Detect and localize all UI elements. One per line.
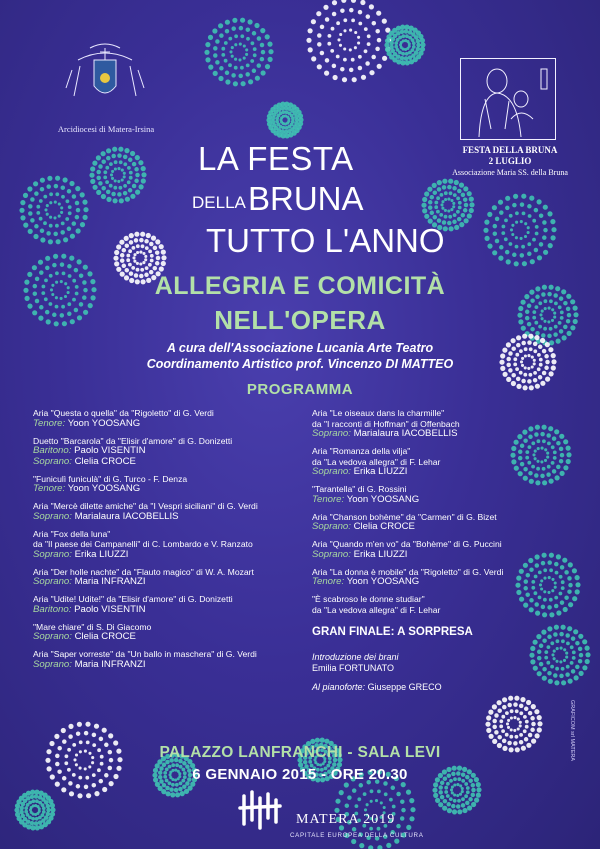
program-item-title: da "I racconti di Hoffman" di Offenbach bbox=[312, 418, 460, 429]
performer bbox=[33, 484, 303, 495]
performer bbox=[33, 457, 303, 468]
intro-name: Emilia FORTUNATO bbox=[312, 662, 395, 673]
program-item bbox=[33, 474, 303, 495]
curated-by bbox=[0, 340, 600, 372]
program-item bbox=[33, 501, 303, 522]
program-left-column bbox=[33, 408, 303, 677]
performer-role: Soprano: bbox=[312, 428, 351, 439]
performer-role: Baritono: bbox=[33, 603, 72, 615]
performer bbox=[33, 577, 303, 588]
madonna-icon bbox=[460, 58, 556, 140]
archdiocese-caption: Arcidiocesi di Matera-Irsina bbox=[57, 124, 155, 134]
archdiocese-crest-icon bbox=[60, 40, 150, 110]
matera-2019-name: MATERA 2019 bbox=[296, 812, 396, 827]
performer-role: Baritono: bbox=[33, 445, 72, 456]
performer-role: Tenore: bbox=[33, 483, 66, 494]
festa-caption-line2: 2 LUGLIO bbox=[488, 156, 532, 166]
performer-name: Erika LIUZZI bbox=[353, 466, 408, 477]
piano-label: Al pianoforte: bbox=[312, 681, 366, 692]
program-item bbox=[33, 649, 303, 670]
performer-role: Tenore: bbox=[312, 493, 345, 505]
title-line-2-small: DELLA bbox=[192, 193, 246, 212]
program-item bbox=[312, 446, 572, 478]
program-heading: PROGRAMMA bbox=[246, 381, 354, 398]
performer-name: Clelia CROCE bbox=[74, 631, 136, 642]
program-item-title: "È scabroso le donne studiar" bbox=[312, 594, 425, 604]
performer bbox=[312, 522, 572, 533]
subtitle-line-1: ALLEGRIA E COMICITÀ bbox=[154, 272, 446, 300]
performer-role: Soprano: bbox=[33, 658, 72, 670]
firework-burst bbox=[19, 176, 88, 245]
performer-role: Soprano: bbox=[33, 510, 72, 522]
performer-name: Yoon YOOSANG bbox=[346, 576, 420, 587]
performer bbox=[33, 632, 303, 643]
program-item bbox=[33, 408, 303, 429]
title-line-1: LA FESTA bbox=[198, 140, 354, 177]
performer-name: Marialaura IACOBELLIS bbox=[74, 510, 179, 522]
program-item-title: da "Il paese dei Campanelli" di C. Lombardo e V. Ranzato bbox=[33, 539, 253, 549]
program-item bbox=[312, 539, 572, 560]
program-item-title: Duetto "Barcarola" da "Elisir d'amore" di G. Donizetti bbox=[33, 435, 233, 446]
program-item-title: Aria "La donna è mobile" da "Rigoletto" di G. Verdi bbox=[312, 566, 504, 577]
performer-role: Soprano: bbox=[312, 521, 351, 532]
venue: PALAZZO LANFRANCHI - SALA LEVI bbox=[159, 744, 441, 761]
program-item bbox=[33, 567, 303, 588]
performer bbox=[312, 467, 572, 478]
program-item bbox=[312, 567, 572, 588]
performer-name: Yoon YOOSANG bbox=[67, 483, 141, 494]
performer-name: Maria INFRANZI bbox=[74, 576, 146, 587]
performer-name: Yoon YOOSANG bbox=[346, 493, 420, 505]
festa-caption-line1: FESTA DELLA BRUNA bbox=[462, 145, 558, 155]
festa-caption-line3: Associazione Maria SS. della Bruna bbox=[452, 168, 568, 177]
performer-name: Clelia CROCE bbox=[353, 521, 415, 532]
program-item-title: Aria "Udite! Udite!" da "Elisir d'amore" di G. Donizetti bbox=[33, 594, 233, 604]
performer-name: Maria INFRANZI bbox=[74, 658, 146, 670]
program-item bbox=[33, 529, 303, 561]
program-item-title: Aria "Saper vorreste" da "Un ballo in maschera" di G. Verdi bbox=[33, 649, 257, 659]
title-line-3: TUTTO L'ANNO bbox=[206, 222, 445, 259]
performer bbox=[312, 429, 572, 440]
program-item bbox=[312, 594, 572, 615]
performer-role: Soprano: bbox=[312, 548, 351, 560]
festa-caption bbox=[430, 145, 590, 178]
piano-block bbox=[312, 682, 572, 693]
subtitle-line-2: NELL'OPERA bbox=[214, 305, 386, 335]
performer-role: Tenore: bbox=[312, 576, 345, 587]
firework-burst bbox=[266, 102, 303, 139]
curated-line-1: A cura dell'Associazione Lucania Arte Teatro bbox=[166, 341, 434, 355]
program-item-title: Aria "Le oiseaux dans la charmille" bbox=[312, 408, 445, 418]
program-item-title: Aria "Chanson bohème" da "Carmen" di G. Bizet bbox=[312, 511, 497, 522]
performer bbox=[33, 446, 303, 457]
program-item-title: Aria "Questa o quella" da "Rigoletto" di G. Verdi bbox=[33, 408, 214, 418]
firework-burst bbox=[204, 18, 273, 87]
program-item-title: da "La vedova allegra" di F. Lehar bbox=[312, 456, 441, 467]
program-item-title: Aria "Quando m'en vo" da "Bohème" di G. Puccini bbox=[312, 539, 502, 549]
firework-burst bbox=[384, 25, 425, 66]
firework-burst bbox=[306, 0, 391, 82]
intro-block bbox=[312, 652, 572, 674]
program-item-title: Aria "Mercè dilette amiche" da "I Vespri siciliani" di G. Verdi bbox=[33, 501, 258, 511]
program-right-column bbox=[312, 408, 572, 701]
piano-name: Giuseppe GRECO bbox=[367, 681, 442, 692]
performer bbox=[33, 419, 303, 430]
performer bbox=[33, 660, 303, 671]
performer-name: Erika LIUZZI bbox=[74, 548, 129, 560]
firework-burst bbox=[483, 194, 556, 267]
program-item-title: "Mare chiare" di S. Di Giacomo bbox=[33, 621, 152, 632]
performer bbox=[33, 550, 303, 561]
performer bbox=[312, 495, 572, 506]
performer-name: Marialaura IACOBELLIS bbox=[353, 428, 458, 439]
performer-name: Clelia CROCE bbox=[74, 455, 136, 467]
program-item bbox=[312, 512, 572, 533]
intro-label: Introduzione dei brani bbox=[312, 651, 399, 662]
performer bbox=[312, 550, 572, 561]
performer-name: Erika LIUZZI bbox=[353, 548, 408, 560]
program-item bbox=[33, 436, 303, 468]
performer-role: Soprano: bbox=[33, 548, 72, 560]
performer-name: Paolo VISENTIN bbox=[74, 445, 146, 456]
performer-name: Paolo VISENTIN bbox=[74, 603, 146, 615]
performer-name: Yoon YOOSANG bbox=[67, 417, 141, 429]
program-item-title: "Funiculì funiculà" di G. Turco - F. Denza bbox=[33, 473, 188, 484]
title-line-2-big: BRUNA bbox=[248, 180, 364, 217]
program-item bbox=[33, 594, 303, 615]
performer-role: Soprano: bbox=[33, 631, 72, 642]
event-date: 6 GENNAIO 2015 - ORE 20.30 bbox=[192, 766, 408, 783]
curated-line-2: Coordinamento Artistico prof. Vincenzo DI MATTEO bbox=[146, 357, 454, 371]
firework-burst bbox=[89, 147, 146, 204]
performer-role: Tenore: bbox=[33, 417, 66, 429]
program-item-title: da "La vedova allegra" di F. Lehar bbox=[312, 604, 441, 615]
performer-role: Soprano: bbox=[33, 576, 72, 587]
performer-role: Soprano: bbox=[312, 466, 351, 477]
firework-burst bbox=[14, 790, 55, 831]
matera-2019-logo-icon bbox=[238, 790, 293, 830]
program-item-title: Aria "Romanza della vilja" bbox=[312, 446, 411, 456]
program-item-title: "Tarantella" di G. Rossini bbox=[312, 484, 407, 494]
performer bbox=[312, 577, 572, 588]
performer bbox=[33, 605, 303, 616]
program-item-title: Aria "Der holle nachte" da "Flauto magico" di W. A. Mozart bbox=[33, 566, 254, 577]
program-item bbox=[33, 622, 303, 643]
program-item-title: Aria "Fox della luna" bbox=[33, 528, 111, 539]
performer bbox=[33, 512, 303, 523]
program-right-items bbox=[312, 408, 572, 615]
print-credit: GRAFICOM srl MATERA bbox=[569, 700, 575, 762]
program-item bbox=[312, 408, 572, 440]
program-item bbox=[312, 484, 572, 505]
grand-finale: GRAN FINALE: A SORPRESA bbox=[312, 626, 473, 638]
matera-2019-tagline: CAPITALE EUROPEA DELLA CULTURA bbox=[290, 832, 424, 839]
performer-role: Soprano: bbox=[33, 455, 72, 467]
